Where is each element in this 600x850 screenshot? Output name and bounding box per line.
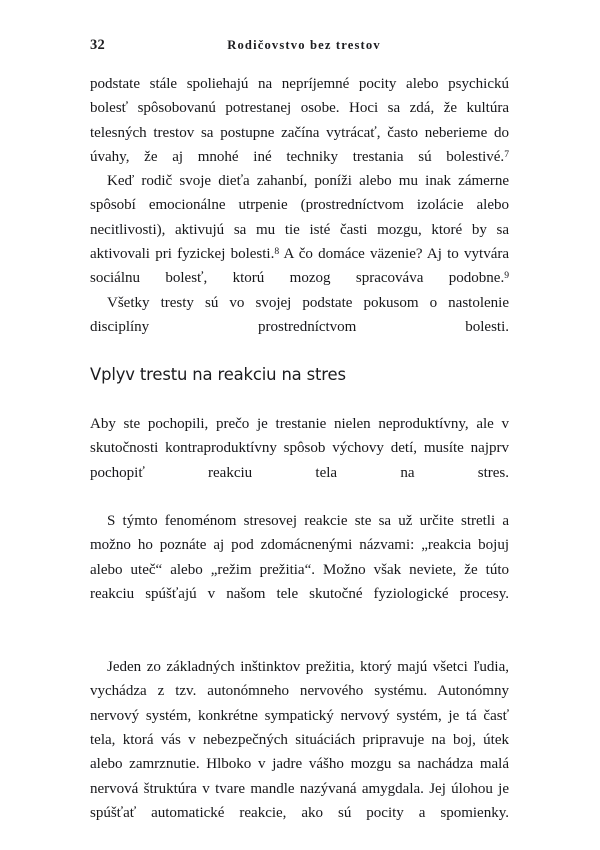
paragraph: Jeden zo základných inštinktov prežitia, ktorý majú všetci ľudia, vychádza z tzv. autonómneho nervového systému. Autonómny nervový systém, konkrétne sympatický nervový systém, je tá časť tela, ktorá vás v nebezpečných situáciách pripravuje na boj, útek alebo zamrznutie. Hlboko v jadre vášho mozgu sa nachádza malá nervová štruktúra v tvare mandle nazývaná amygdala. Jej úlohou je spúšťať automatické reakcie, ako sú pocity a spomienky.	[90, 659, 509, 822]
paragraph-block	[90, 509, 509, 631]
section-heading: Vplyv trestu na reakciu na stres	[90, 365, 346, 384]
footnote-marker: 9	[504, 270, 509, 282]
running-head	[90, 38, 510, 58]
paragraph-block	[90, 655, 509, 850]
footnote-marker: 8	[274, 246, 280, 257]
paragraph-text: podstate stále spoliehajú na nepríjemné pocity alebo psychickú bolesť spôsobovanú potrestanej osobe. Hoci sa zdá, že kultúra telesných trestov sa postupne začína vytrácať, často neberieme do úvahy, že aj mnohé iné techniky trestania sú bolestivé.	[90, 76, 509, 166]
section-heading-block	[90, 364, 509, 386]
paragraph-text: Keď rodič svoje dieťa zahanbí, poníži alebo mu inak zámerne spôsobí emocionálne utrpenie (prostredníctvom izolácie alebo necitlivosti), aktivujú sa mu tie isté časti mozgu, ktoré by sa aktivovali pri fyzickej bolesti.	[90, 173, 509, 263]
paragraph: Všetky tresty sú vo svojej podstate pokusom o nastolenie disciplíny prostredníctvom bolesti.	[90, 295, 509, 336]
paragraph-block	[90, 412, 509, 509]
page-number: 32	[90, 37, 105, 53]
paragraph-block	[90, 291, 509, 364]
paragraph: S týmto fenoménom stresovej reakcie ste sa už určite stretli a možno ho poznáte aj pod zdomácnenými názvami: „reakcia bojuj alebo uteč“ alebo „režim prežitia“. Možno však neviete, že túto reakciu spúšťajú v našom tele skutočné fyziologické procesy.	[90, 513, 509, 603]
book-title: Rodičovstvo bez trestov	[227, 38, 381, 52]
paragraph-text-continued: A čo domáce väzenie? Aj to vytvára sociálnu bolesť, ktorú mozog spracováva podobne.	[90, 246, 510, 287]
footnote-marker: 7	[504, 149, 509, 160]
paragraph: Aby ste pochopili, prečo je trestanie nielen neproduktívny, ale v skutočnosti kontraproduktívny spôsob výchovy detí, musíte najprv pochopiť reakciu tela na stres.	[90, 416, 509, 481]
